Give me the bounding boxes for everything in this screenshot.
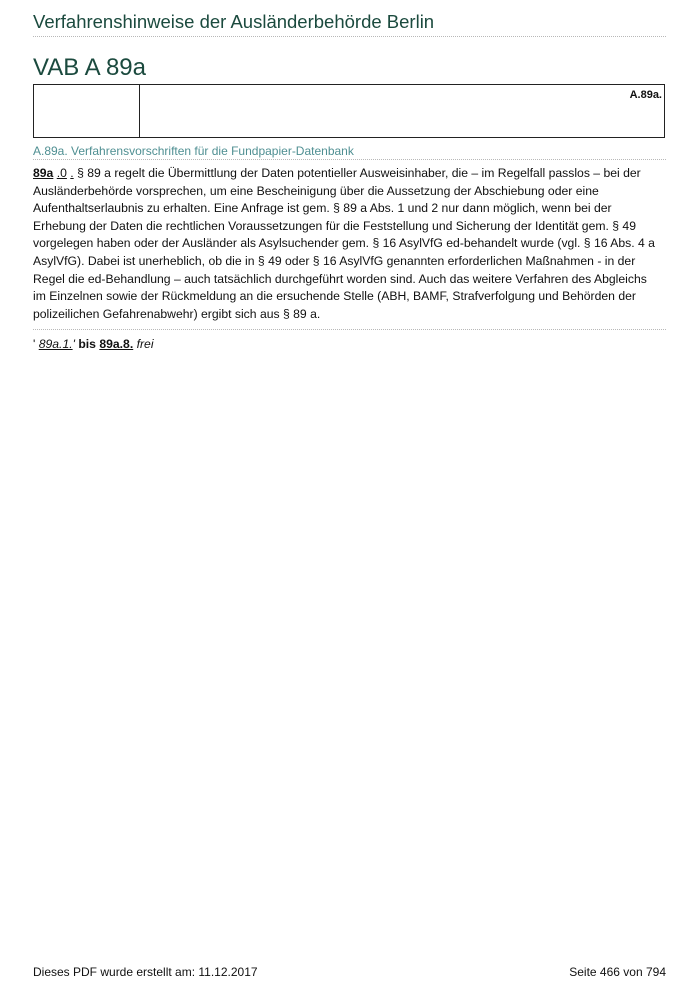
overview-table-right-cell bbox=[140, 85, 664, 137]
paragraph-number-link[interactable]: 89a bbox=[33, 166, 54, 180]
section-code: A.89a. bbox=[629, 89, 662, 101]
section-heading: A.89a. Verfahrensvorschriften für die Fundpapier-Datenbank bbox=[33, 144, 354, 158]
sub-entry-line bbox=[33, 337, 154, 351]
sub-entry-quote-open: ' bbox=[33, 337, 36, 351]
sub-entry-to-link[interactable]: 89a.8. bbox=[99, 337, 134, 351]
footer-page-number: Seite 466 von 794 bbox=[569, 965, 666, 979]
paragraph-anchor-link[interactable]: . bbox=[70, 166, 74, 180]
paragraph-number bbox=[33, 166, 74, 180]
document-page bbox=[33, 0, 666, 990]
footer-created-date: Dieses PDF wurde erstellt am: 11.12.2017 bbox=[33, 965, 258, 979]
section-divider bbox=[33, 159, 666, 160]
overview-table-left-cell bbox=[34, 85, 140, 137]
running-header-title: Verfahrenshinweise der Ausländerbehörde Berlin bbox=[33, 11, 435, 32]
sub-entry-from-link[interactable]: 89a.1. bbox=[38, 337, 73, 351]
header-divider bbox=[33, 36, 666, 37]
sub-entry-bis: bis bbox=[78, 337, 96, 351]
paragraph-sub-number-link[interactable]: .0 bbox=[56, 166, 67, 180]
paragraph-divider bbox=[33, 329, 666, 330]
paragraph-89a-0 bbox=[33, 165, 663, 323]
overview-table bbox=[33, 84, 665, 138]
sub-entry-quote-close: ' bbox=[72, 337, 75, 351]
paragraph-text: § 89 a regelt die Übermittlung der Daten potentieller Ausweisinhaber, die – im Regelfall passlos – bei der Ausländerbehörde vorsprechen, um eine Bescheinigung über die Aussetzung der Abschiebung oder eine Aufenthaltserlaubnis zu erhalten. Eine Anfrage ist gem. § 89 a Abs. 1 und 2 nur dann möglich, wenn bei der Erhebung der Daten die rechtlichen Voraussetzungen für die Feststellung und Sicherung der Identität gem. § 49 vorgelegen haben oder der Ausländer als Asylsuchender gem. § 16 AsylVfG ed-behandelt wurde (vgl. § 16 Abs. 4 a AsylVfG). Dabei ist unerheblich, ob die in § 49 oder § 16 AsylVfG genannten erforderlichen Maßnahmen - in der Regel die ed-Behandlung – auch tatsächlich durchgeführt worden sind. Auch das weitere Verfahren des Abgleichs im Einzelnen sowie der Rückmeldung an die ersuchende Stelle (ABH, BAMF, Strafverfolgung und Behörden der polizeilichen Gefahrenabwehr) ergibt sich aus § 89 a. bbox=[33, 166, 655, 321]
sub-entry-status: frei bbox=[136, 337, 154, 351]
document-title: VAB A 89a bbox=[33, 54, 146, 81]
